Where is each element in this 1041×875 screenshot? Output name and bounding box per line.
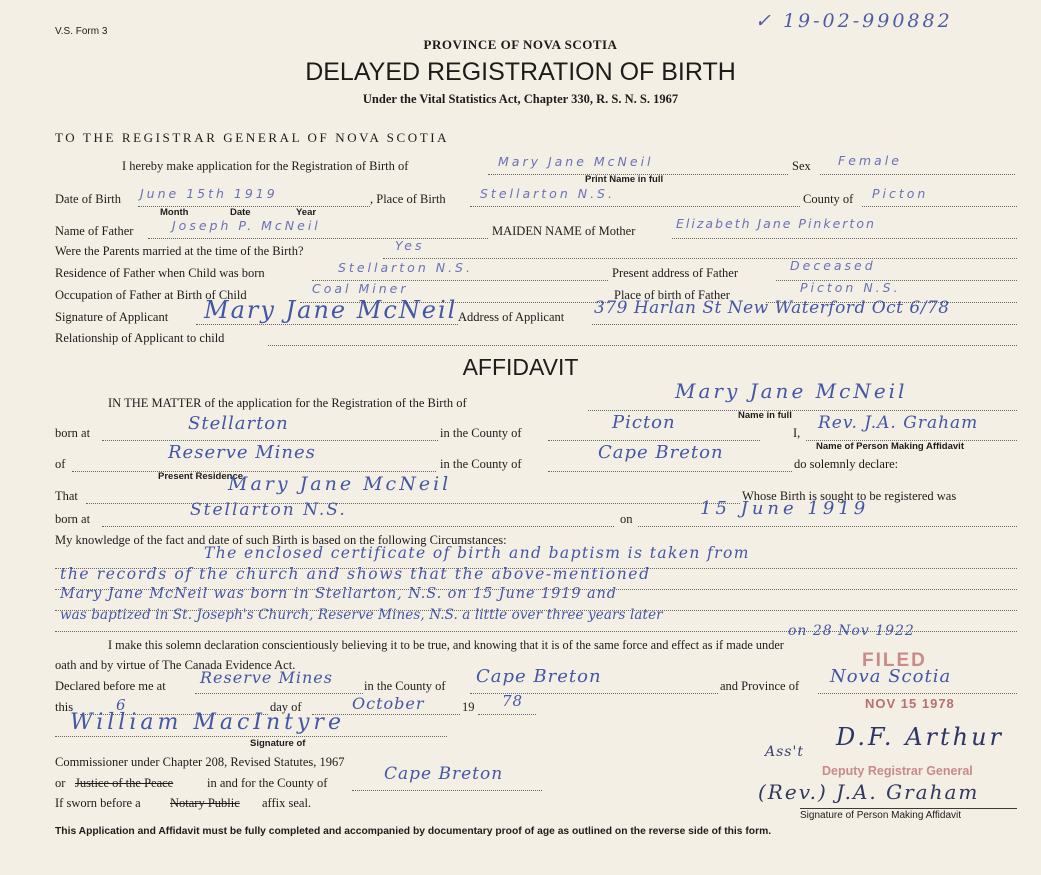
father-birthplace-value: Picton N.S.	[800, 280, 901, 295]
day-value: 6	[116, 696, 127, 714]
solemn-declaration-1: I make this solemn declaration conscientiously believing it to be true, and knowing that it is of the same force and effect as if made under	[108, 638, 784, 652]
born-at-label: born at	[55, 426, 91, 440]
filed-date-stamp: NOV 15 1978	[865, 696, 955, 711]
in-county-label: in the County of	[440, 426, 522, 440]
deponent-signature-caption: Signature of Person Making Affidavit	[800, 810, 962, 821]
circumstance-text-1: The enclosed certificate of birth and baptism is taken from	[204, 544, 750, 562]
commissioner-county: Cape Breton	[384, 764, 504, 784]
justice-of-peace-struck: Justice of the Peace	[75, 776, 174, 790]
father-label: Name of Father	[55, 224, 134, 238]
circumstance-text-2: the records of the church and shows that the above-mentioned	[60, 565, 651, 583]
present-address-label: Present address of Father	[612, 266, 739, 280]
father-value: Joseph P. McNeil	[172, 218, 321, 233]
filed-stamp: FILED	[862, 650, 927, 671]
mother-value: Elizabeth Jane Pinkerton	[676, 216, 876, 231]
present-residence-caption: Present Residence	[158, 471, 244, 482]
signature-of-caption: Signature of	[250, 738, 306, 749]
solemn-declaration-2: oath and by virtue of The Canada Evidence Act.	[55, 658, 296, 672]
child-name: Mary Jane McNeil	[498, 154, 654, 169]
that-line	[86, 503, 740, 504]
residence-label: Residence of Father when Child was born	[55, 266, 265, 280]
month-value: October	[352, 694, 425, 713]
commissioner-signature: William MacIntyre	[70, 710, 345, 735]
of-label: of	[55, 457, 66, 471]
signature-line	[196, 324, 458, 325]
form-number: V.S. Form 3	[55, 26, 108, 37]
sex-label: Sex	[792, 159, 811, 173]
dob-date-caption: Date	[230, 207, 251, 218]
affidavit-heading: AFFIDAVIT	[462, 354, 579, 380]
declared-county: Cape Breton	[476, 666, 602, 687]
married-label: Were the Parents married at the time of the Birth?	[55, 244, 304, 258]
registrar-signature: D.F. Arthur	[836, 723, 1005, 751]
applicant-address-label: Address of Applicant	[458, 310, 565, 324]
name-caption: Print Name in full	[585, 174, 664, 185]
baptism-date: on 28 Nov 1922	[788, 623, 915, 639]
relationship-line	[268, 345, 1017, 346]
commissioner-county-line	[352, 790, 542, 791]
in-and-for-label: in and for the County of	[207, 776, 328, 790]
occupation-value: Coal Miner	[312, 281, 409, 296]
intro-label: I hereby make application for the Registration of Birth of	[122, 159, 409, 173]
father-line	[148, 238, 488, 239]
born-at2-line	[102, 526, 614, 527]
deputy-registrar-stamp: Deputy Registrar General	[822, 764, 973, 778]
married-line	[383, 258, 1017, 259]
declared-place: Reserve Mines	[200, 668, 333, 687]
dob-year-caption: Year	[296, 207, 317, 218]
pob-value: Stellarton N.S.	[480, 186, 615, 201]
sex-value: Female	[838, 153, 902, 168]
in-county2-label: in the County of	[440, 457, 522, 471]
year-value: 78	[502, 692, 524, 710]
whose-label: Whose Birth is sought to be registered was	[742, 489, 957, 503]
declare-label: do solemnly declare:	[794, 457, 899, 471]
that-value: Mary Jane McNeil	[228, 473, 452, 495]
county1-line	[548, 440, 760, 441]
or-label: or	[55, 776, 66, 790]
knowledge-label: My knowledge of the fact and date of such Birth is based on the following Circumstances:	[55, 533, 507, 547]
signature-label: Signature of Applicant	[55, 310, 169, 324]
mother-line	[672, 238, 1017, 239]
on-line	[638, 526, 1017, 527]
deponent-caption: Name of Person Making Affidavit	[816, 441, 964, 452]
file-reference: ✓ 19-02-990882	[755, 10, 953, 32]
sex-line	[820, 174, 1015, 175]
addressee-line: TO THE REGISTRAR GENERAL OF NOVA SCOTIA	[55, 130, 450, 145]
declared-county-label: in the County of	[364, 679, 446, 693]
notary-public-struck: Notary Public	[170, 796, 240, 810]
county2-line	[548, 471, 792, 472]
county2-value: Cape Breton	[598, 442, 724, 463]
commissioner-signature-line	[55, 736, 447, 737]
on-label: on	[620, 512, 633, 526]
dob-label: Date of Birth	[55, 192, 121, 206]
page-title: DELAYED REGISTRATION OF BIRTH	[305, 58, 736, 86]
father-birthplace-label: Place of birth of Father	[614, 288, 730, 302]
deponent-signature: (Rev.) J.A. Graham	[758, 780, 980, 804]
province-label: and Province of	[720, 679, 800, 693]
province-line	[818, 693, 1017, 694]
present-address-value: Deceased	[790, 258, 876, 273]
on-value: 15 June 1919	[700, 498, 870, 519]
of-value: Reserve Mines	[168, 442, 316, 463]
declared-label: Declared before me at	[55, 679, 166, 693]
born-at-value: Stellarton	[188, 413, 289, 434]
sworn-label: If sworn before a	[55, 796, 141, 810]
day-of-label: day of	[270, 700, 302, 714]
matter-line	[588, 410, 1017, 411]
affix-seal-label: affix seal.	[262, 796, 312, 810]
matter-name-caption: Name in full	[738, 410, 792, 421]
pob-line	[470, 206, 800, 207]
relationship-label: Relationship of Applicant to child	[55, 331, 225, 345]
dob-month-caption: Month	[160, 207, 189, 218]
applicant-address-value: 379 Harlan St New Waterford Oct 6/78	[594, 298, 950, 318]
i-label: I,	[793, 426, 801, 440]
married-value: Yes	[395, 238, 425, 253]
county-line	[862, 206, 1017, 207]
born-at2-value: Stellarton N.S.	[190, 500, 347, 520]
province-heading: PROVINCE OF NOVA SCOTIA	[423, 37, 618, 52]
born-at2-label: born at	[55, 512, 91, 526]
this-label: this	[55, 700, 74, 714]
pob-label: , Place of Birth	[370, 192, 446, 206]
page-subtitle: Under the Vital Statistics Act, Chapter 330, R. S. N. S. 1967	[362, 92, 679, 106]
occupation-label: Occupation of Father at Birth of Child	[55, 288, 247, 302]
county-value: Picton	[872, 186, 929, 201]
asst-prefix: Ass't	[765, 744, 804, 760]
of-line	[72, 471, 436, 472]
year-prefix: 19	[462, 700, 475, 714]
matter-name: Mary Jane McNeil	[675, 379, 908, 403]
county-label: County of	[803, 192, 854, 206]
year-line	[478, 714, 536, 715]
footer-note: This Application and Affidavit must be fully completed and accompanied by documentary proof of age as outlined on the reverse side of this form.	[55, 826, 772, 837]
commissioner-chapter: Commissioner under Chapter 208, Revised Statutes, 1967	[55, 755, 345, 769]
that-label: That	[55, 489, 78, 503]
deponent-name: Rev. J.A. Graham	[818, 413, 979, 433]
mother-label: MAIDEN NAME of Mother	[492, 224, 636, 238]
county1-value: Picton	[612, 412, 676, 433]
declared-place-line	[195, 693, 363, 694]
deponent-signature-line	[800, 808, 1017, 809]
applicant-signature: Mary Jane McNeil	[204, 296, 458, 324]
dob-value: June 15th 1919	[140, 186, 278, 201]
residence-value: Stellarton N.S.	[338, 260, 473, 275]
applicant-address-line	[592, 324, 1017, 325]
circumstance-text-3: Mary Jane McNeil was born in Stellarton, N.S. on 15 June 1919 and	[60, 586, 617, 602]
born-at-line	[102, 440, 438, 441]
matter-label: IN THE MATTER of the application for the Registration of the Birth of	[108, 396, 467, 410]
province-value: Nova Scotia	[830, 666, 952, 687]
circumstance-text-4: was baptized in St. Joseph's Church, Reserve Mines, N.S. a little over three years later	[60, 607, 663, 623]
